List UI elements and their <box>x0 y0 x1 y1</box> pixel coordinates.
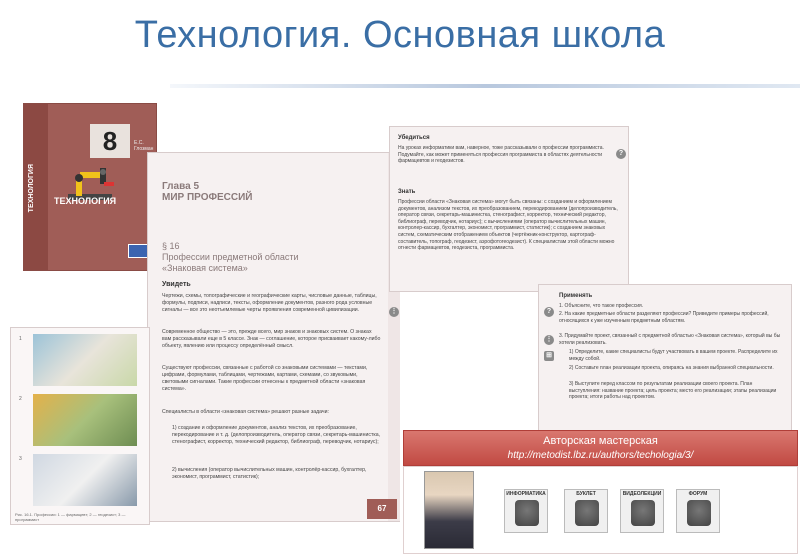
tile-label: ВИДЕОЛЕКЦИИ <box>622 491 662 497</box>
page-number: 67 <box>367 499 397 519</box>
section-heading <box>162 241 299 274</box>
dots-icon: ⋮ <box>545 336 553 343</box>
chapter-heading <box>162 181 253 203</box>
cover-subject-vertical: ТЕХНОЛОГИЯ <box>28 164 35 213</box>
title-underline <box>170 84 800 88</box>
photo-programmer: 3 <box>33 454 137 506</box>
photo-surveyor: 2 <box>33 394 137 446</box>
text-znat: Профессии области «Знаковая система» могут быть связаны: с созданием и оформлением документов, анализом текстов, их преобразованием, перекодированием (делопроизводитель, оператор связи, секретарь-машинистка, стенографист, корректор, технический редактор, библиограф, переводчик, нотариус); с вычислениями (оператор вычислительных машин, контролер-кассир, бухгалтер, экономист, программист, статистик); с созданием знаковых систем, схематическим отображением объектов (чертёжник-конструктор, картограф-составитель, топограф, геодезист, аэрофотогеодезист). К специалистам этой области можно отнести фармацевтов, геодезиста, программиста. <box>398 199 618 252</box>
subheading-uvidet: Увидеть <box>162 281 191 288</box>
book-cover <box>23 103 157 271</box>
paragraph: Чертежи, схемы, топографические и географические карты, числовые данные, таблицы, формулы, подписи, надписи, тексты, оформление документов, разного рода условные сигналы — все это неотъемлемые черты проявления современной цивилизации. <box>162 293 377 313</box>
page-ubeditsya <box>389 126 629 292</box>
tile-buklet[interactable] <box>564 489 608 533</box>
task-item: 1. Объясните, что такое профессия. <box>559 303 644 309</box>
banner-title: Авторская мастерская <box>543 435 658 447</box>
task-item: 2. На какие предметные области разделяют профессии? Приведите примеры профессий, относящихся к уже изученным предметным областям. <box>559 311 769 324</box>
task-subitem: 2) Составьте план реализации проекта, опираясь на знания выбранной специальности. <box>569 365 774 371</box>
paragraph: Специалисты в области «знаковая система» решают разные задачи: <box>162 409 329 415</box>
tile-label: БУКЛЕТ <box>576 491 596 497</box>
section-title-line2: «Знаковая система» <box>162 263 248 273</box>
info-icon <box>515 500 539 526</box>
question-icon: ? <box>616 149 626 159</box>
task-subitem: 3) Выступите перед классом по результатам реализации своего проекта. План выступления: название проекта; цель проекта; место его реализации; этапы реализации проекта; итоги работы над проектом. <box>569 381 777 401</box>
chapter-number: Глава 5 <box>162 181 200 192</box>
heading-primenyat: Применять <box>559 293 593 299</box>
task-item: 3. Придумайте проект, связанный с предметной областью «Знаковая система», который вы бы хотели реализовать. <box>559 333 781 346</box>
heading-ubeditsya: Убедиться <box>398 135 430 141</box>
tile-videolekcii[interactable] <box>620 489 664 533</box>
tile-forum[interactable] <box>676 489 720 533</box>
page-title: Технология. Основная школа <box>134 14 666 56</box>
tile-label: ФОРУМ <box>688 491 708 497</box>
cover-subject: ТЕХНОЛОГИЯ <box>54 196 117 206</box>
author-portrait <box>424 471 474 549</box>
paragraph: Существуют профессии, связанные с работой со знаковыми системами — текстами, цифрами, формулами, таблицами, чертежами, картами, схемами, со звуковыми, световыми сигналами. Такие профессии отнесены к предметной области «знаковая система». <box>162 365 368 392</box>
forum-icon <box>687 500 711 526</box>
cover-author: Е.С. Глозман <box>134 140 154 152</box>
task-subitem: 1) Определите, какие специалисты будут участвовать в вашем проекте. Распределите их между собой. <box>569 349 778 362</box>
cover-grade: 8 <box>90 124 130 158</box>
section-number: § 16 <box>162 241 180 251</box>
photos-caption: Рис. 16.1. Профессии: 1 — фармацевт; 2 — геодезист; 3 — программист <box>15 512 126 522</box>
network-icon: ⊞ <box>544 351 554 361</box>
text-ubeditsya: На уроках информатики вам, наверное, тоже рассказывали о профессии программиста. Подумайте, как может применяться профессия программиста в областях деятельности фармацевтов и геодезистов. <box>398 145 604 165</box>
banner-link[interactable]: http://metodist.lbz.ru/authors/techologia/3/ <box>507 450 694 461</box>
resources-panel <box>403 466 798 554</box>
booklet-icon <box>575 500 599 526</box>
tile-informatika[interactable] <box>504 489 548 533</box>
chapter-title: МИР ПРОФЕССИЙ <box>162 192 253 203</box>
photos-panel <box>10 327 150 525</box>
author-workshop-banner[interactable] <box>403 430 798 466</box>
list-item: 2) вычисления (оператор вычислительных машин, контролёр-кассир, бухгалтер, экономист, программист, статистик); <box>172 467 367 480</box>
heading-znat: Знать <box>398 189 416 195</box>
dots-icon: ⋮ <box>390 308 398 315</box>
paragraph: Современное общество — это, прежде всего, мир знаков и знаковых систем. О знаках вам рассказывали еще в 5 классе. Знак — соглашение, которое присваивает какому-либо объекту, явлению или процессу определённый смысл. <box>162 329 381 349</box>
section-title-line1: Профессии предметной области <box>162 252 299 262</box>
photo-pharmacist: 1 <box>33 334 137 386</box>
question-icon: ? <box>544 307 554 317</box>
list-item: 1) создание и оформление документов, анализ текстов, их преобразование, перекодирование и т. д. (делопроизводитель, оператор связи, секретарь-машинистка, стенографист, корректор, технический редактор, библиограф, переводчик, нотариус); <box>172 425 381 445</box>
tile-label: ИНФОРМАТИКА <box>506 491 546 497</box>
chapter-page <box>147 152 400 522</box>
video-icon <box>631 500 655 526</box>
